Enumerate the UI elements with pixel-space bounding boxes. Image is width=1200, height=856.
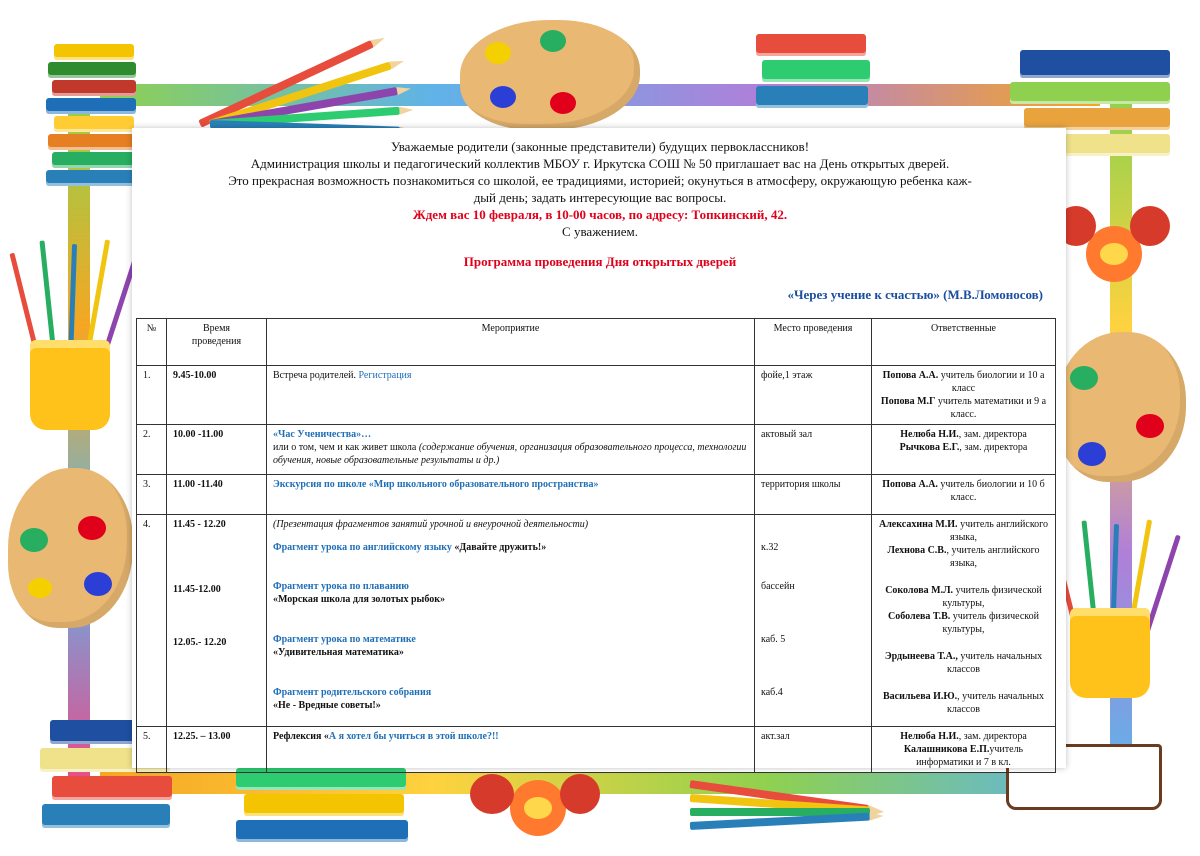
event-fragment-math: Фрагмент урока по математике <box>273 634 416 645</box>
resp-role: учитель физической культуры, <box>942 585 1042 609</box>
motto: «Через учение к счастью» (М.В.Ломоносов) <box>787 287 1043 302</box>
ladybug-bottom-icon <box>470 770 600 850</box>
resp-role: , зам. директора <box>958 429 1027 440</box>
event-text: или о том, чем и как живет школа <box>273 442 417 453</box>
event-fragment-english: Фрагмент урока по английскому языку <box>273 542 452 553</box>
resp-name: Попова А.А. <box>882 370 939 381</box>
table-row <box>137 475 1056 515</box>
cell-place: акт.зал <box>755 727 872 773</box>
resp-role: учитель биологии и 10 а класс <box>940 370 1045 394</box>
table-row <box>137 425 1056 475</box>
invitation-text <box>150 138 1050 240</box>
cell-num: 5. <box>137 727 167 773</box>
resp-role: учитель математики и 9 а класс. <box>937 396 1047 420</box>
event-title: «Час Ученичества»… <box>273 429 372 440</box>
book-stack-bottom-icon <box>236 768 416 848</box>
event-fragment-parents-title: «Не - Вредные советы!» <box>273 700 381 711</box>
cell-responsible <box>872 366 1056 425</box>
cell-time <box>167 515 267 727</box>
program-title: Программа проведения Дня открытых дверей <box>463 254 737 269</box>
cell-time: 12.25. – 13.00 <box>167 727 267 773</box>
cell-num: 4. <box>137 515 167 727</box>
event-intro: (Презентация фрагментов занятий урочной и внеурочной деятельности) <box>273 519 589 530</box>
event-fragment-swimming: Фрагмент урока по плаванию <box>273 581 409 592</box>
resp-name: Попова М.Г <box>880 396 936 407</box>
program-table <box>136 318 1056 773</box>
place-room-32: к.32 <box>761 542 779 553</box>
resp-name: Калашникова Е.П. <box>903 744 990 755</box>
ladybug-right-icon <box>1056 196 1166 306</box>
place-room-5: каб. 5 <box>761 634 786 645</box>
resp-name: Рычкова Е.Г. <box>899 442 960 453</box>
resp-name: Нелюба Н.И. <box>900 731 959 742</box>
cell-responsible <box>872 475 1056 515</box>
col-header-resp: Ответственные <box>872 319 1056 366</box>
place-room-4: каб.4 <box>761 687 783 698</box>
cell-place: территория школы <box>755 475 872 515</box>
col-header-place: Место проведения <box>755 319 872 366</box>
col-header-time-l2: проведения <box>191 336 242 347</box>
description-line-1: Это прекрасная возможность познакомиться со школой, ее традициями, историей; окунуться в атмосферу, окружающую ребенка каж- <box>228 173 972 188</box>
resp-role: учитель биологии и 10 б класс. <box>940 479 1045 503</box>
col-header-num: № <box>137 319 167 366</box>
pencils-top-icon <box>200 20 420 140</box>
cell-place: актовый зал <box>755 425 872 475</box>
cell-place <box>755 515 872 727</box>
cell-place: фойе,1 этаж <box>755 366 872 425</box>
cell-responsible <box>872 425 1056 475</box>
event-text: Встреча родителей. <box>273 370 356 381</box>
cell-event <box>267 425 755 475</box>
time-slot-2: 11.45-12.00 <box>173 584 221 595</box>
cell-responsible <box>872 727 1056 773</box>
pencil-cup-right-icon <box>1060 510 1170 700</box>
paint-palette-top-icon <box>460 20 640 130</box>
cell-event <box>267 515 755 727</box>
event-reflection-title: А я хотел бы учиться в этой школе?!! <box>328 731 499 742</box>
cell-event <box>267 366 755 425</box>
pencil-cup-left-icon <box>16 230 126 430</box>
resp-role: , учитель начальных классов <box>947 691 1044 715</box>
event-fragment-swimming-title: «Морская школа для золотых рыбок» <box>273 594 445 605</box>
frame-left-bar <box>68 100 90 780</box>
cell-num: 1. <box>137 366 167 425</box>
event-reflection-label: Рефлексия « <box>273 731 329 742</box>
time-slot-3: 12.05.- 12.20 <box>173 637 227 648</box>
table-row <box>137 366 1056 425</box>
resp-name: Васильева И.Ю. <box>883 691 958 702</box>
cell-event <box>267 475 755 515</box>
book-stack-mid-icon <box>756 34 876 124</box>
col-header-event: Мероприятие <box>267 319 755 366</box>
cell-event <box>267 727 755 773</box>
table-header-row <box>137 319 1056 366</box>
event-details: (содержание обучения, организация образовательного процесса, технологии обучения, новые образовательные результаты и др.) <box>273 442 747 466</box>
resp-role: , учитель английского языка, <box>946 545 1040 569</box>
resp-role: учитель информатики и 7 в кл. <box>916 744 1024 768</box>
resp-role: , зам. директора <box>958 731 1027 742</box>
resp-name: Нелюба Н.И. <box>900 429 959 440</box>
resp-name: Соколова М.Л. <box>885 585 954 596</box>
resp-name: Соболева Т.В. <box>888 611 951 622</box>
pencils-bottom-icon <box>690 770 910 850</box>
description-line-2: дый день; задать интересующие вас вопросы. <box>473 190 727 205</box>
event-excursion: Экскурсия по школе «Мир школьного образовательного пространства» <box>273 479 599 490</box>
resp-name: Попова А.А. <box>882 479 938 490</box>
cell-num: 2. <box>137 425 167 475</box>
cell-num: 3. <box>137 475 167 515</box>
table-row <box>137 727 1056 773</box>
resp-name: Эрдынеева Т.А., <box>884 651 958 662</box>
cell-time: 11.00 -11.40 <box>167 475 267 515</box>
paint-palette-right-icon <box>1056 332 1186 482</box>
greeting-line: Уважаемые родители (законные представители) будущих первоклассников! <box>390 139 810 154</box>
cell-responsible <box>872 515 1056 727</box>
table-row <box>137 515 1056 727</box>
resp-role: учитель физической культуры, <box>942 611 1039 635</box>
col-header-time-l1: Время <box>202 323 231 334</box>
resp-name: Лехнова С.В. <box>887 545 947 556</box>
paint-palette-left-icon <box>8 468 133 628</box>
book-stack-top-left-icon <box>44 44 144 194</box>
time-slot-1: 11.45 - 12.20 <box>173 519 226 530</box>
regards-line: С уважением. <box>562 224 638 239</box>
col-header-time <box>167 319 267 366</box>
cell-time: 9.45-10.00 <box>167 366 267 425</box>
cell-time: 10.00 -11.00 <box>167 425 267 475</box>
resp-name: Алексахина М.И. <box>878 519 958 530</box>
resp-role: учитель английского языка, <box>950 519 1049 543</box>
resp-role: учитель начальных классов <box>947 651 1043 675</box>
event-fragment-english-title: «Давайте дружить!» <box>454 542 547 553</box>
place-pool: бассейн <box>761 581 795 592</box>
event-fragment-parents: Фрагмент родительского собрания <box>273 687 432 698</box>
event-fragment-math-title: «Удивительная математика» <box>273 647 404 658</box>
resp-role: , зам. директора <box>959 442 1028 453</box>
invitation-line: Администрация школы и педагогический коллектив МБОУ г. Иркутска СОШ № 50 приглашает вас на День открытых дверей. <box>250 156 950 171</box>
event-registration: Регистрация <box>358 370 412 381</box>
date-address-line: Ждем вас 10 февраля, в 10-00 часов, по адресу: Топкинский, 42. <box>412 207 788 222</box>
